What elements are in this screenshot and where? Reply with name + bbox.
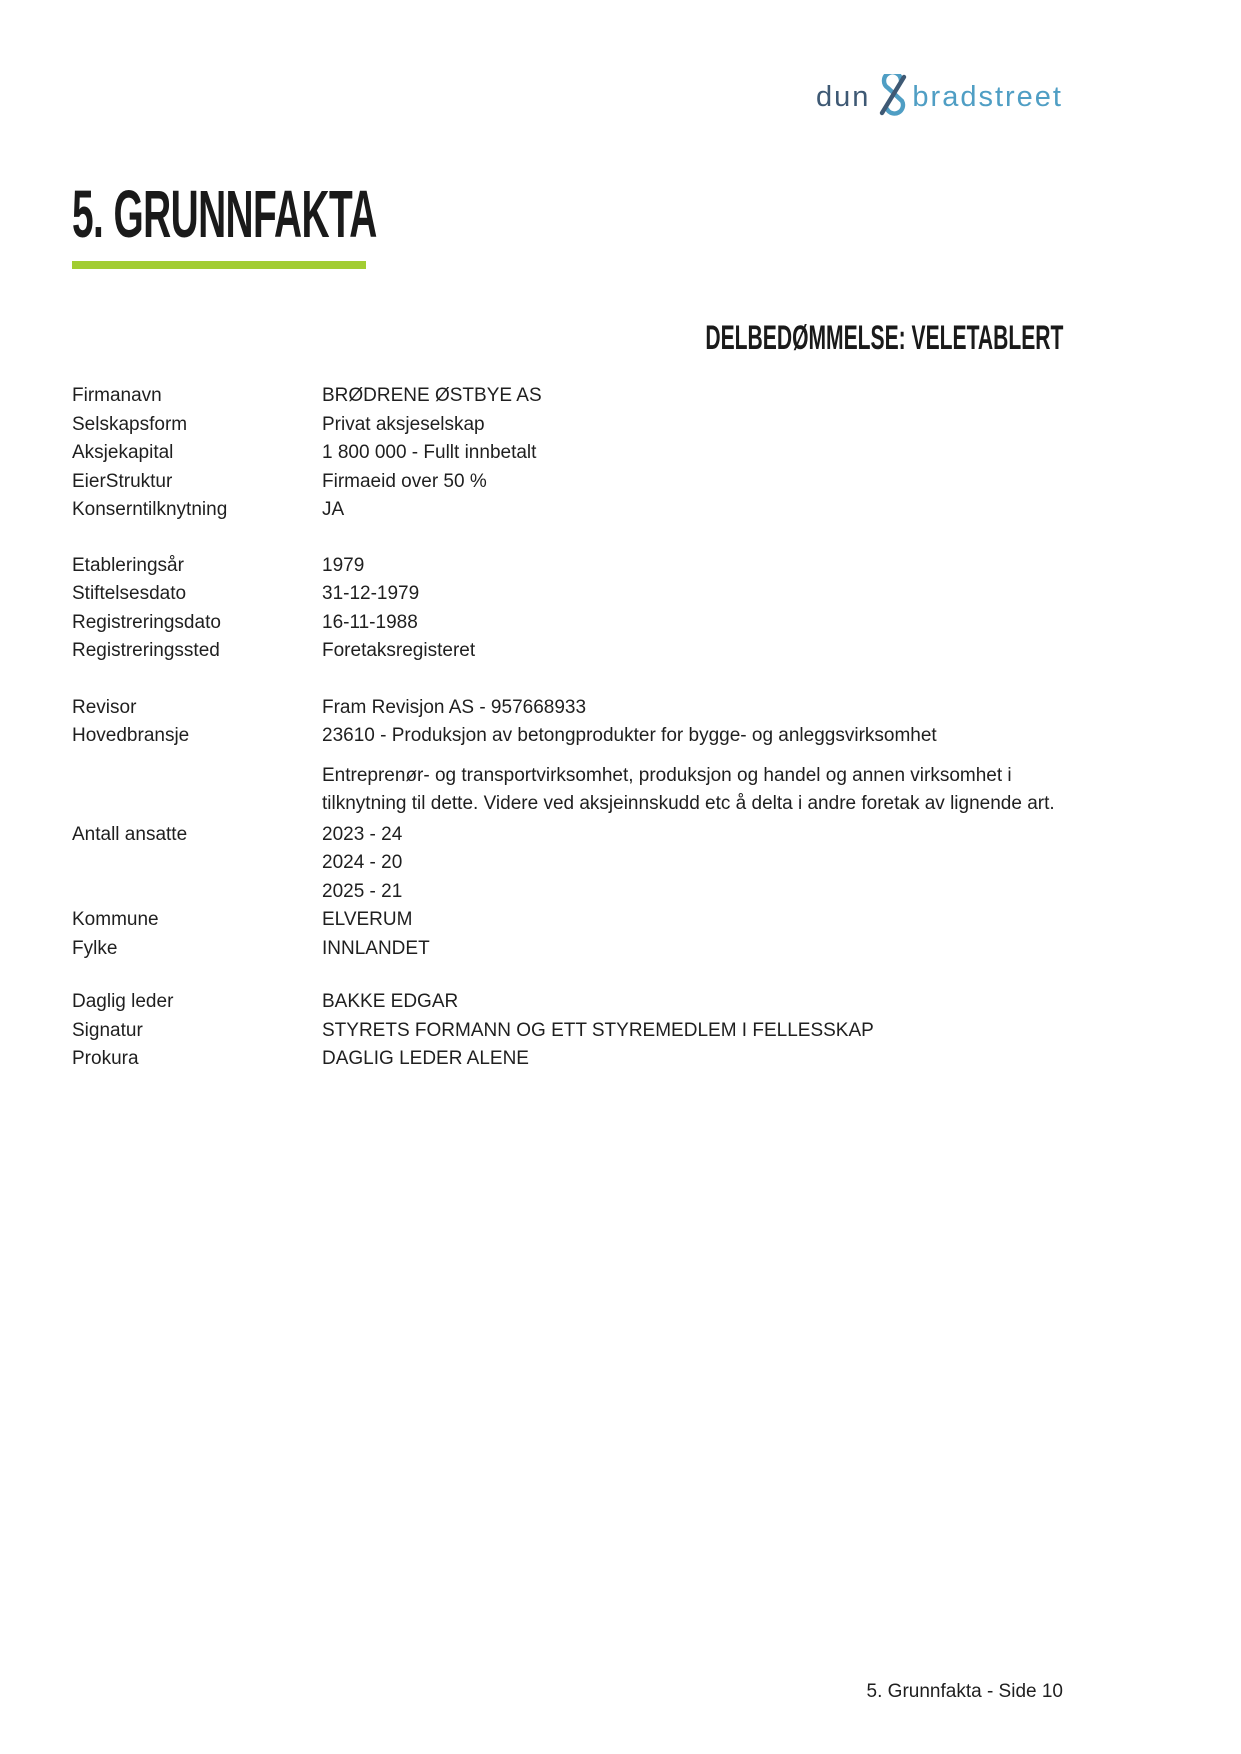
- fact-value: 31-12-1979: [322, 583, 420, 604]
- facts-group-location: [72, 821, 1067, 964]
- sub-rating-heading: DELBEDØMMELSE: VELETABLERT: [705, 319, 1063, 357]
- employee-count-line: 2023 - 24: [322, 823, 403, 845]
- fact-value: 16-11-1988: [322, 611, 418, 633]
- fact-row-signatur: [72, 1017, 1067, 1046]
- fact-label: Kommune: [72, 909, 159, 930]
- fact-value: BRØDRENE ØSTBYE AS: [322, 385, 542, 406]
- fact-row-stiftelsesdato: [72, 580, 1067, 609]
- fact-value: Foretaksregisteret: [322, 640, 476, 661]
- employee-count-line: 2024 - 20: [322, 852, 403, 873]
- fact-row-selskapsform: [72, 411, 1067, 440]
- business-purpose-line: tilknytning til dette. Videre ved aksjeinnskudd etc å delta i andre foretak av lignende art.: [322, 793, 1055, 814]
- fact-label: EierStruktur: [72, 470, 173, 492]
- fact-value: 1979: [322, 554, 365, 576]
- fact-row-firmanavn: [72, 382, 1067, 411]
- fact-value: DAGLIG LEDER ALENE: [322, 1048, 529, 1069]
- employee-count-line: 2025 - 21: [322, 880, 403, 902]
- fact-row-aksjekapital: [72, 439, 1067, 468]
- section-title: 5. GRUNNFAKTA: [72, 177, 377, 252]
- fact-label: Registreringsdato: [72, 611, 221, 633]
- fact-label: Etableringsår: [72, 554, 184, 576]
- fact-label: Prokura: [72, 1048, 139, 1069]
- fact-label: Konserntilknytning: [72, 499, 228, 520]
- fact-label: Fylke: [72, 937, 118, 959]
- facts-section: [72, 382, 1067, 1074]
- fact-value: Fram Revisjon AS - 957668933: [322, 696, 587, 718]
- fact-label: Registreringssted: [72, 640, 220, 661]
- fact-row-registreringsdato: [72, 609, 1067, 638]
- fact-value: ELVERUM: [322, 909, 413, 930]
- logo-text-bradstreet: bradstreet: [912, 81, 1063, 113]
- fact-label: Signatur: [72, 1019, 143, 1041]
- fact-value: STYRETS FORMANN OG ETT STYREMEDLEM I FELLESSKAP: [322, 1019, 874, 1041]
- facts-group-management: [72, 988, 1067, 1074]
- business-purpose-line: Entreprenør- og transportvirksomhet, produksjon og handel og annen virksomhet i: [322, 764, 1012, 786]
- fact-label: Stiftelsesdato: [72, 583, 187, 604]
- fact-label: Antall ansatte: [72, 823, 188, 845]
- fact-value: BAKKE EDGAR: [322, 991, 459, 1012]
- fact-row-eierstruktur: [72, 468, 1067, 497]
- fact-row-antall-ansatte: [72, 821, 1067, 907]
- logo-text-dun: dun: [816, 81, 871, 113]
- dun-bradstreet-logo: [816, 74, 1063, 112]
- fact-row-prokura: [72, 1045, 1067, 1074]
- fact-value: Privat aksjeselskap: [322, 413, 485, 435]
- page-footer: 5. Grunnfakta - Side 10: [866, 1681, 1063, 1702]
- facts-group-branch: [72, 694, 1067, 819]
- fact-row-konserntilknytning: [72, 496, 1067, 525]
- business-purpose-paragraph: [322, 762, 1067, 819]
- fact-value: 1 800 000 - Fullt innbetalt: [322, 442, 537, 463]
- fact-label: Firmanavn: [72, 385, 162, 406]
- fact-row-registreringssted: [72, 637, 1067, 666]
- facts-group-registration: [72, 552, 1067, 666]
- fact-row-etableringsar: [72, 552, 1067, 581]
- fact-row-hovedbransje: [72, 722, 1067, 751]
- fact-row-fylke: [72, 935, 1067, 964]
- fact-row-daglig-leder: [72, 988, 1067, 1017]
- fact-value: JA: [322, 499, 345, 520]
- title-accent-bar: [72, 261, 366, 269]
- ampersand-icon: [875, 74, 909, 116]
- fact-value: Firmaeid over 50 %: [322, 470, 487, 492]
- fact-value: INNLANDET: [322, 937, 430, 959]
- fact-row-kommune: [72, 906, 1067, 935]
- fact-label: Hovedbransje: [72, 725, 190, 746]
- fact-value: 23610 - Produksjon av betongprodukter for bygge- og anleggsvirksomhet: [322, 725, 937, 746]
- fact-value: [322, 821, 1067, 907]
- fact-label: Daglig leder: [72, 991, 174, 1012]
- fact-row-revisor: [72, 694, 1067, 723]
- fact-label: Revisor: [72, 696, 137, 718]
- facts-group-company: [72, 382, 1067, 525]
- fact-label: Selskapsform: [72, 413, 188, 435]
- fact-label: Aksjekapital: [72, 442, 174, 463]
